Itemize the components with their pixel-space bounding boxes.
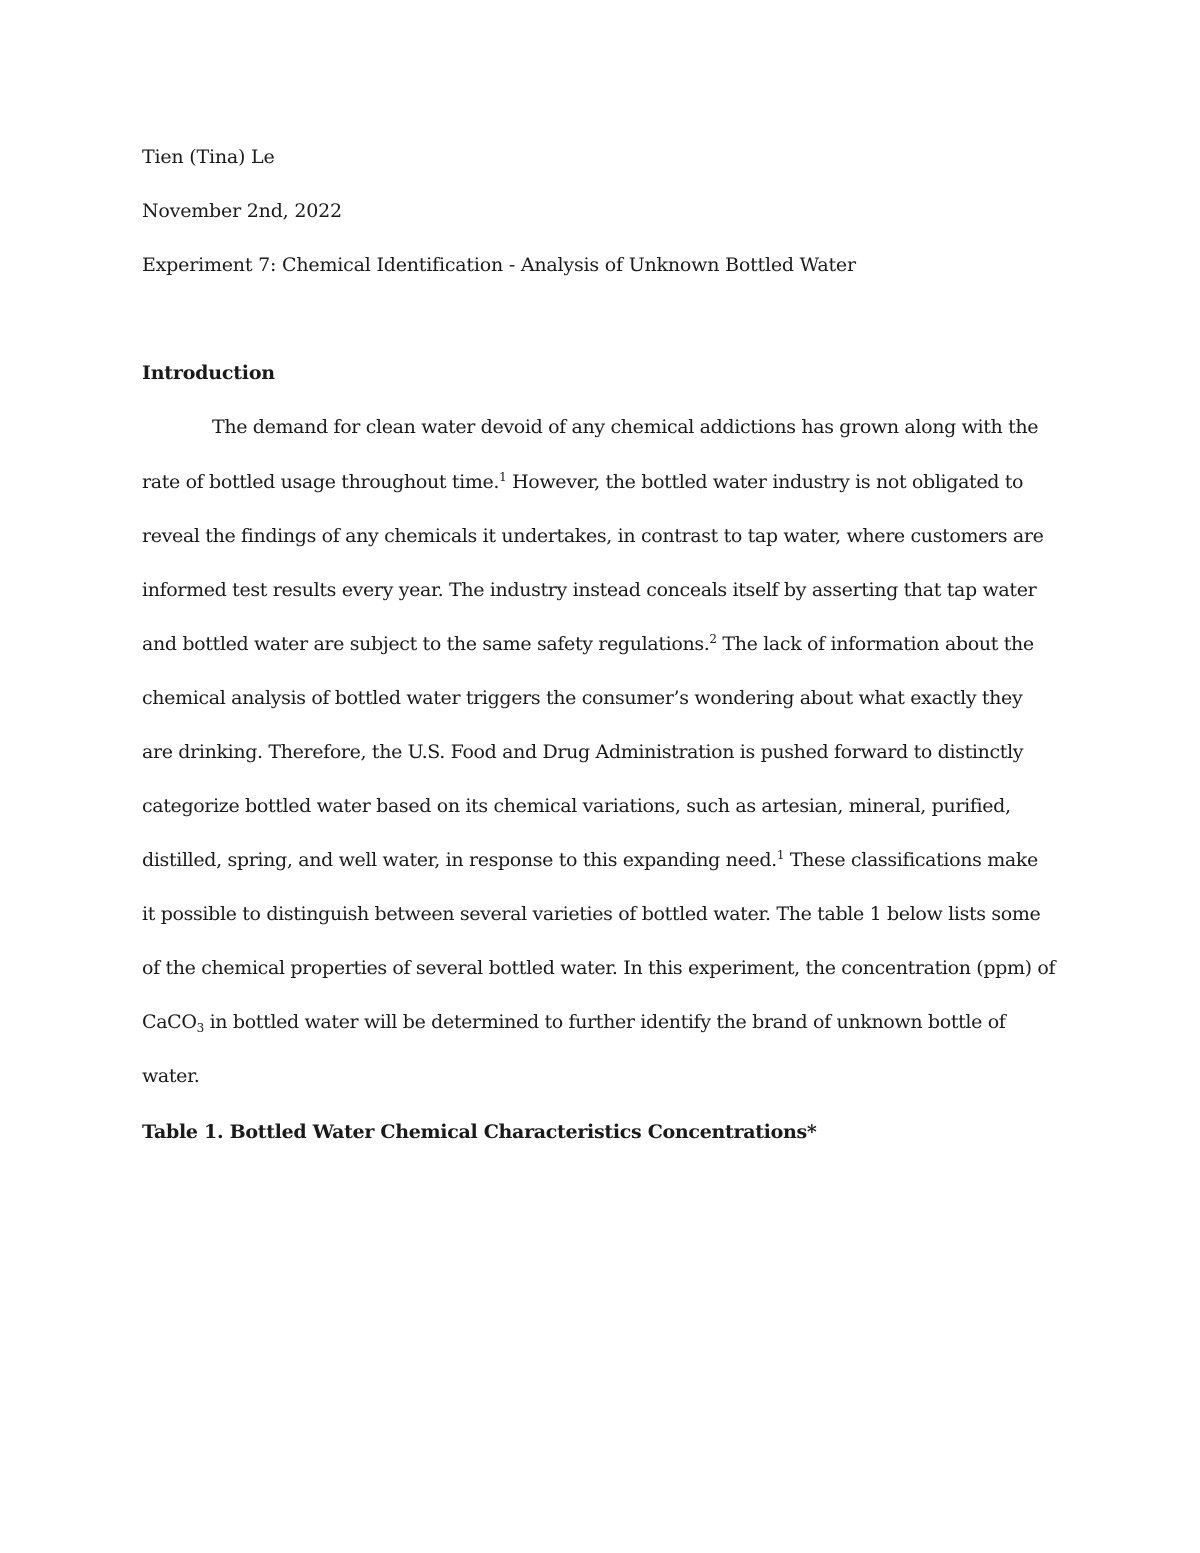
paragraph-line: distilled, spring, and well water, in response to this expanding need.$^1$ These classifications make: [142, 848, 1038, 871]
document-date: November 2nd, 2022: [142, 200, 342, 222]
paragraph-line: informed test results every year. The industry instead conceals itself by asserting that tap water: [142, 579, 1037, 601]
paragraph-line: and bottled water are subject to the same safety regulations.$^2$ The lack of information about the: [142, 632, 1034, 655]
footnote-reference: 2: [709, 632, 717, 646]
paragraph-line: reveal the findings of any chemicals it undertakes, in contrast to tap water, where customers are: [142, 525, 1044, 547]
chemical-subscript: 3: [196, 1021, 204, 1035]
footnote-reference: 1: [499, 470, 507, 484]
paragraph-line: categorize bottled water based on its chemical variations, such as artesian, mineral, purified,: [142, 795, 1011, 817]
document-title: Experiment 7: Chemical Identification - Analysis of Unknown Bottled Water: [142, 254, 856, 276]
paragraph-line: it possible to distinguish between several varieties of bottled water. The table 1 below lists some: [142, 903, 1041, 925]
table-caption: Table 1. Bottled Water Chemical Characteristics Concentrations*: [142, 1121, 817, 1143]
paragraph-line: water.: [142, 1065, 200, 1087]
paragraph-line: of the chemical properties of several bottled water. In this experiment, the concentration (ppm) of: [142, 957, 1056, 979]
paragraph-line: The demand for clean water devoid of any chemical addictions has grown along with the: [212, 416, 1039, 438]
paragraph-line: rate of bottled usage throughout time.$^1$ However, the bottled water industry is not obligated to: [142, 470, 1024, 493]
paragraph-line: are drinking. Therefore, the U.S. Food and Drug Administration is pushed forward to distinctly: [142, 741, 1024, 763]
paragraph-line: CaCO$_3$ in bottled water will be determined to further identify the brand of unknown bottle of: [142, 1011, 1006, 1035]
paragraph-line: chemical analysis of bottled water triggers the consumer’s wondering about what exactly they: [142, 687, 1023, 709]
introduction-heading: Introduction: [142, 362, 275, 384]
author-name: Tien (Tina) Le: [142, 146, 275, 168]
footnote-reference: 1: [776, 848, 785, 862]
